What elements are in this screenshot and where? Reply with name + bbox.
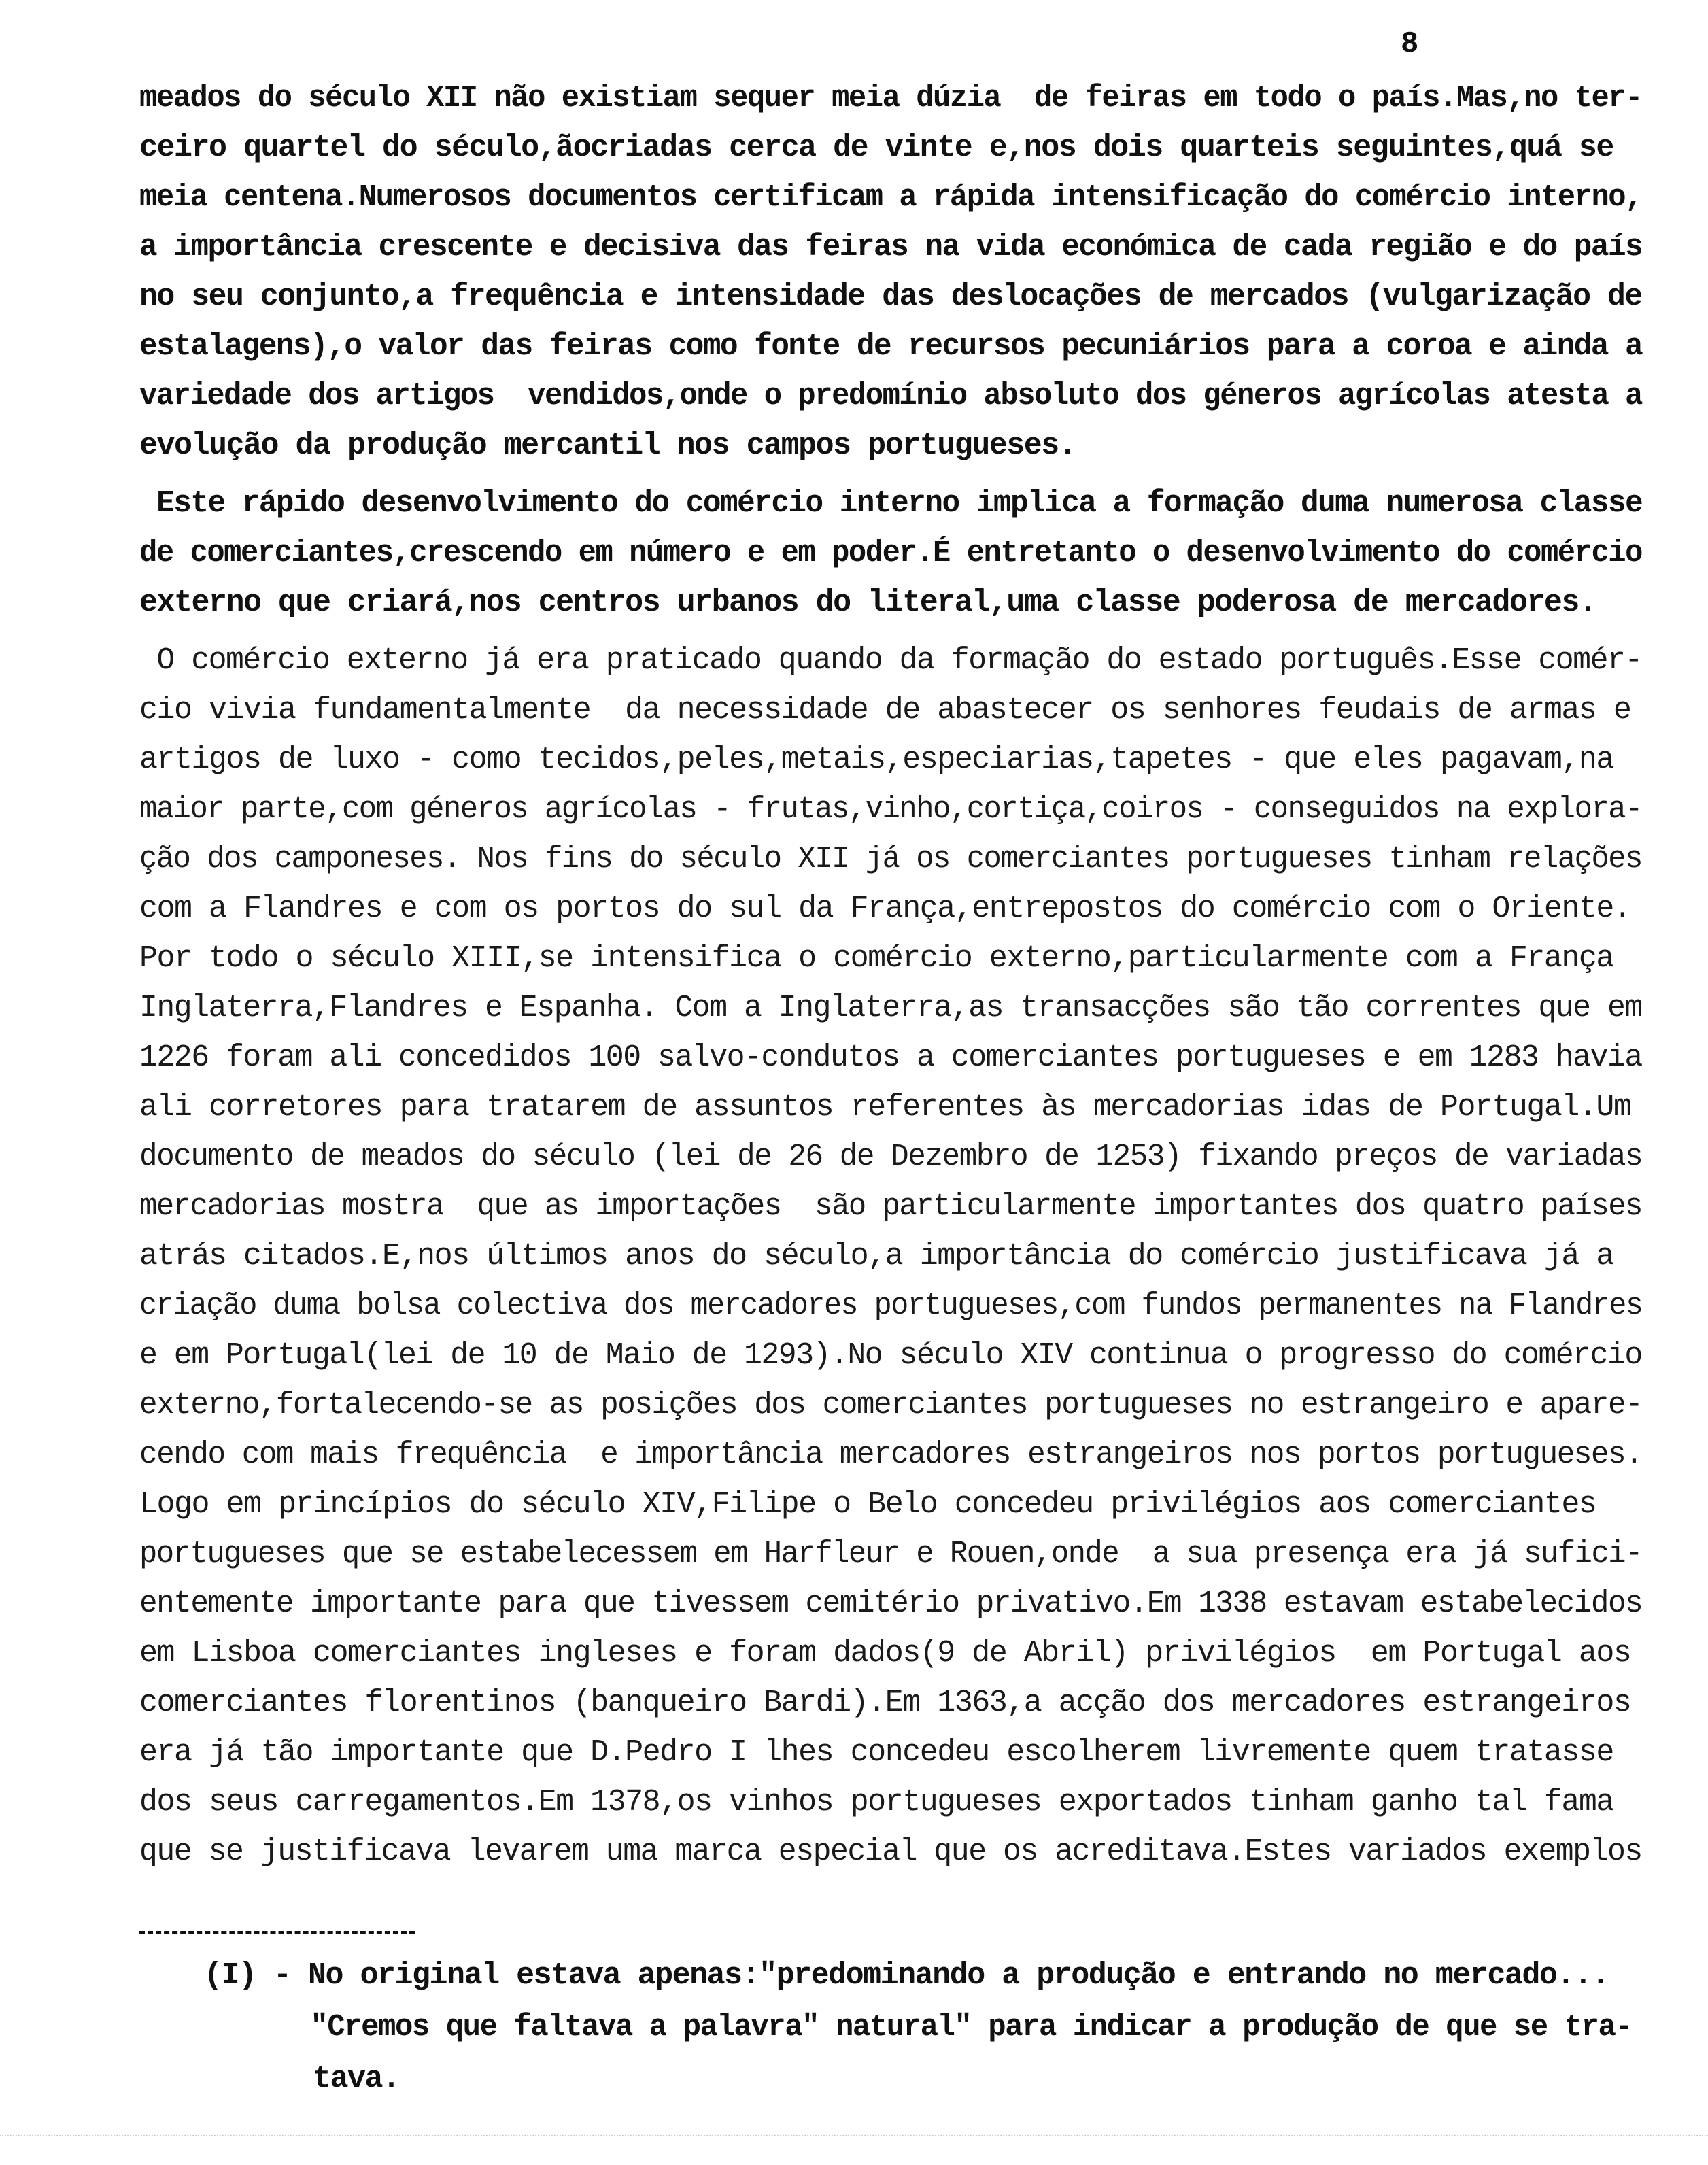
footnote [204,1950,1632,2105]
text-line: 1226 foram ali concedidos 100 salvo-condutos a comerciantes portugueses e em 1283 havia [139,1040,1642,1075]
text-line: Inglaterra,Flandres e Espanha. Com a Inglaterra,as transacções são tão correntes que em [139,991,1642,1025]
text-line: Por todo o século XIII,se intensifica o comércio externo,particularmente com a França [139,941,1613,976]
text-line: dos seus carregamentos.Em 1378,os vinhos portugueses exportados tinham ganho tal fama [139,1785,1613,1820]
text-line: entemente importante para que tivessem cemitério privativo.Em 1338 estavam estabelecidos [139,1586,1643,1621]
paragraph-gap [139,628,1642,636]
text-line: estalagens),o valor das feiras como fonte de recursos pecuniários para a coroa e ainda a [139,329,1643,364]
text-line: ção dos camponeses. Nos fins do século XII já os comerciantes portugueses tinham relações [139,842,1642,876]
paragraph-gap [139,471,1642,479]
text-line: com a Flandres e com os portos do sul da França,entrepostos do comércio com o Oriente. [139,891,1631,926]
text-line: externo que criará,nos centros urbanos do literal,uma classe poderosa de mercadores. [139,585,1596,620]
text-line: portugueses que se estabelecessem em Harfleur e Rouen,onde a sua presença era já sufici- [139,1537,1642,1571]
text-line: em Lisboa comerciantes ingleses e foram dados(9 de Abril) privilégios em Portugal aos [139,1636,1631,1671]
text-line: cio vivia fundamentalmente da necessidade de abastecer os senhores feudais de armas e [139,693,1631,728]
text-line: artigos de luxo - como tecidos,peles,metais,especiarias,tapetes - que eles pagavam,na [139,743,1613,777]
text-line: externo,fortalecendo-se as posições dos comerciantes portugueses no estrangeiro e apare- [139,1388,1643,1422]
text-line: que se justificava levarem uma marca especial que os acreditava.Estes variados exemplos [139,1835,1642,1869]
page-number: 8 [1401,27,1419,61]
text-line: atrás citados.E,nos últimos anos do século,a importância do comércio justificava já a [139,1239,1613,1274]
text-line: meados do século XII não existiam sequer meia dúzia de feiras em todo o país.Mas,no ter- [139,81,1642,116]
footnote-rule [139,1931,415,1934]
footnote-line: (I) - No original estava apenas:"predominando a produção e entrando no mercado... [204,1958,1609,1993]
text-line: a importância crescente e decisiva das feiras na vida económica de cada região e do país [139,230,1643,265]
text-line: de comerciantes,crescendo em número e em poder.É entretanto o desenvolvimento do comércio [139,536,1642,570]
text-line: evolução da produção mercantil nos campos portugueses. [139,428,1076,463]
footnote-line: tava. [313,2062,400,2096]
text-line: comerciantes florentinos (banqueiro Bardi).Em 1363,a acção dos mercadores estrangeiros [139,1686,1631,1720]
text-line: era já tão importante que D.Pedro I lhes concedeu escolherem livremente quem tratasse [139,1735,1613,1770]
text-line: ali corretores para tratarem de assuntos referentes às mercadorias idas de Portugal.Um [139,1090,1631,1125]
text-line: documento de meados do século (lei de 26 de Dezembro de 1253) fixando preços de variadas [139,1140,1643,1174]
text-line: maior parte,com géneros agrícolas - frutas,vinho,cortiça,coiros - conseguidos na explora- [139,792,1642,827]
text-line: meia centena.Numerosos documentos certificam a rápida intensificação do comércio interno, [139,180,1642,215]
text-line: ceiro quartel do século,ãocriadas cerca de vinte e,nos dois quarteis seguintes,quá se [139,131,1613,165]
text-line: variedade dos artigos vendidos,onde o predomínio absoluto dos géneros agrícolas atesta a [139,379,1642,413]
text-line: Logo em princípios do século XIV,Filipe o Belo concedeu privilégios aos comerciantes [139,1487,1596,1522]
text-line: e em Portugal(lei de 10 de Maio de 1293).No século XIV continua o progresso do comércio [139,1338,1642,1373]
text-line: cendo com mais frequência e importância mercadores estrangeiros nos portos portugueses. [139,1437,1643,1472]
footnote-line: "Cremos que faltava a palavra" natural" para indicar a produção de que se tra- [310,2010,1633,2045]
body-text [139,73,1642,1877]
text-line: O comércio externo já era praticado quando da formação do estado português.Esse comér- [139,643,1642,678]
text-line: mercadorias mostra que as importações são particularmente importantes dos quatro países [139,1189,1642,1224]
text-line: criação duma bolsa colectiva dos mercadores portugueses,com fundos permanentes na Flandres [139,1289,1643,1323]
text-line: Este rápido desenvolvimento do comércio interno implica a formação duma numerosa classe [139,486,1643,521]
scan-edge-marks [0,2135,1708,2143]
text-line: no seu conjunto,a frequência e intensidade das deslocações de mercados (vulgarização de [139,279,1642,314]
